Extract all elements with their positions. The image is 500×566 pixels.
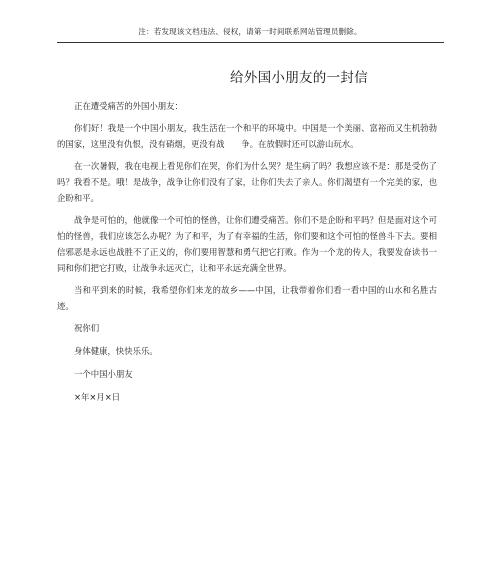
letter-salutation: 正在遭受痛苦的外国小朋友： <box>74 101 183 111</box>
letter-paragraph: 在一次暑假，我在电视上看见你们在哭，你们为什么哭？是生病了吗？我想应该不是：那是受伤了吗？我看不是。哦！是战争，战争让你们没有了家，让你们失去了亲人。你们渴望有一个完美的家，也企盼和平。 <box>57 161 437 203</box>
copyright-notice: 注：若发现该文档违法、侵权，请第一时间联系网站管理员删除。 <box>138 27 362 36</box>
letter-closing: 祝你们 <box>74 323 100 333</box>
letter-title: 给外国小朋友的一封信 <box>230 70 368 86</box>
letter-paragraph: 你们好！我是一个中国小朋友，我生活在一个和平的环境中。中国是一个美丽、富裕而又生机勃勃的国家，这里没有仇恨，没有硝烟，更没有战 争。在放假时还可以游山玩水。 <box>57 123 437 149</box>
letter-signature: 一个中国小朋友 <box>74 369 133 379</box>
header-divider <box>57 42 444 43</box>
letter-paragraph: 当和平到来的时候，我希望你们来龙的故乡——中国，让我带着你们看一看中国的山水和名胜古迹。 <box>57 285 437 311</box>
letter-body <box>57 98 437 412</box>
letter-wishes: 身体健康，快快乐乐。 <box>74 346 158 356</box>
letter-date: ×年×月×日 <box>74 392 121 402</box>
letter-paragraph: 战争是可怕的，他就像一个可怕的怪兽，让你们遭受痛苦。你们不是企盼和平吗？但是面对这个可怕的怪兽，我们应该怎么办呢？为了和平，为了有幸福的生活，你们要和这个可怕的怪兽斗下去。要相信邪恶是永远也战胜不了正义的，你们要用智慧和勇气把它打败。作为一个龙的传人，我要发奋读书一同和你们把它打败，让战争永远灭亡，让和平永远充满全世界。 <box>57 215 437 273</box>
